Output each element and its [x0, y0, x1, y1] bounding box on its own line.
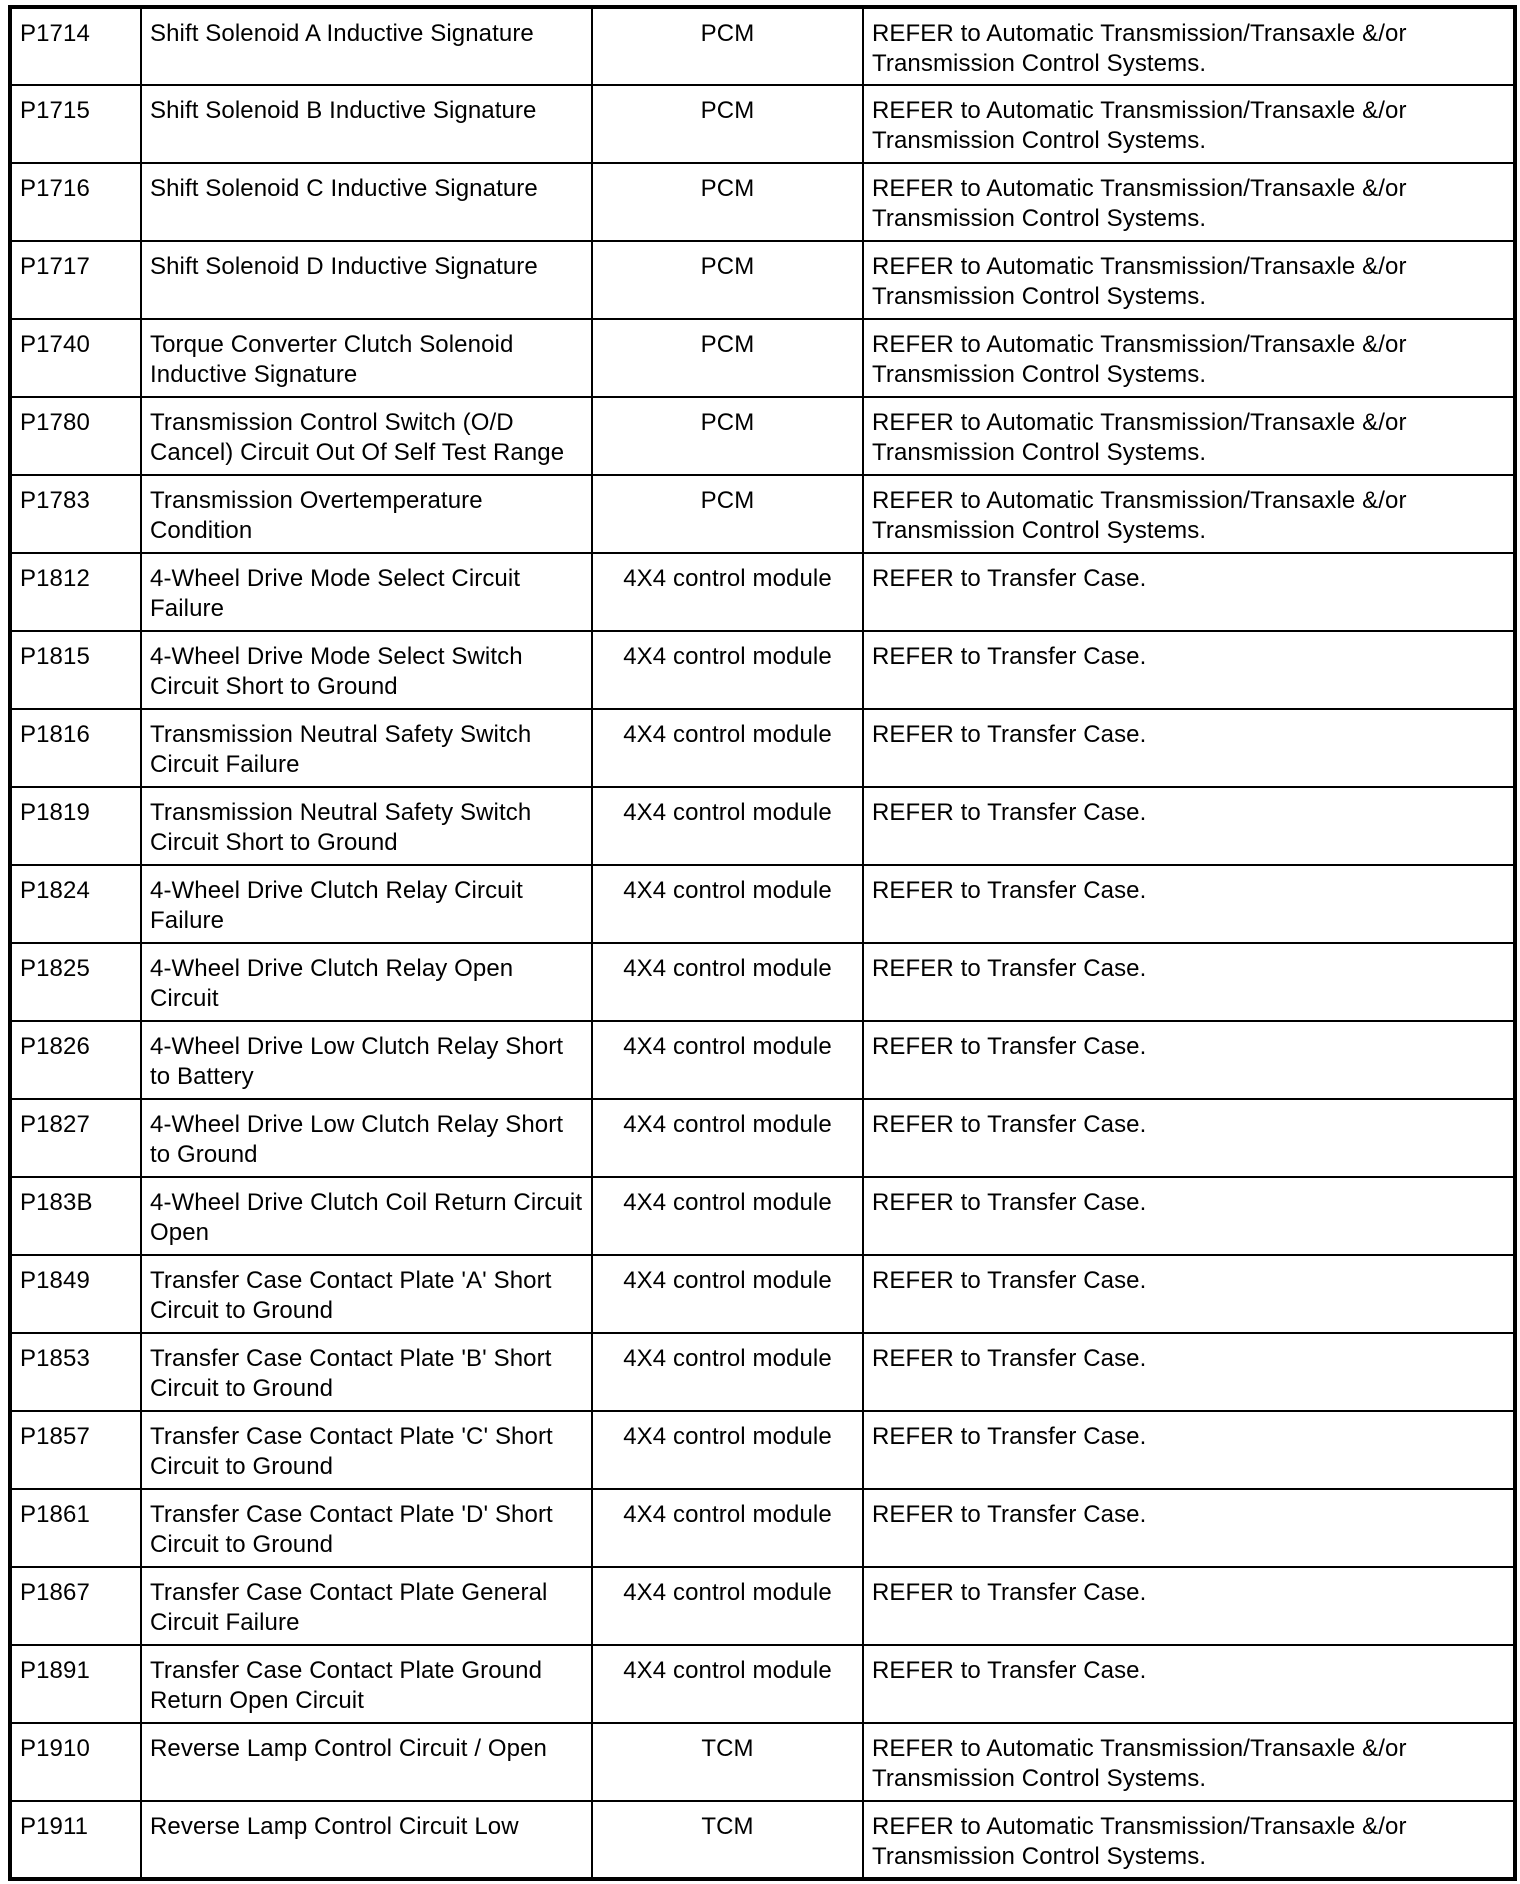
- dtc-code-cell: P1716: [10, 163, 141, 241]
- table-row: [10, 787, 1515, 865]
- dtc-description-cell: 4-Wheel Drive Mode Select Circuit Failure: [141, 553, 592, 631]
- dtc-description-cell: 4-Wheel Drive Clutch Relay Circuit Failure: [141, 865, 592, 943]
- dtc-code-cell: P1867: [10, 1567, 141, 1645]
- dtc-action-cell: REFER to Automatic Transmission/Transaxle &/or Transmission Control Systems.: [863, 475, 1515, 553]
- dtc-module-cell: TCM: [592, 1801, 863, 1879]
- dtc-description-cell: Torque Converter Clutch Solenoid Inductive Signature: [141, 319, 592, 397]
- dtc-action-cell: REFER to Transfer Case.: [863, 1333, 1515, 1411]
- dtc-module-cell: PCM: [592, 319, 863, 397]
- table-row: [10, 865, 1515, 943]
- dtc-code-cell: P1849: [10, 1255, 141, 1333]
- dtc-action-cell: REFER to Automatic Transmission/Transaxle &/or Transmission Control Systems.: [863, 397, 1515, 475]
- dtc-action-cell: REFER to Transfer Case.: [863, 1645, 1515, 1723]
- dtc-action-cell: REFER to Transfer Case.: [863, 1021, 1515, 1099]
- table-row: [10, 241, 1515, 319]
- dtc-action-cell: REFER to Transfer Case.: [863, 1255, 1515, 1333]
- dtc-module-cell: PCM: [592, 475, 863, 553]
- dtc-code-cell: P1816: [10, 709, 141, 787]
- table-row: [10, 1567, 1515, 1645]
- dtc-description-cell: Transfer Case Contact Plate 'D' Short Circuit to Ground: [141, 1489, 592, 1567]
- table-row: [10, 1099, 1515, 1177]
- dtc-module-cell: 4X4 control module: [592, 1255, 863, 1333]
- dtc-action-cell: REFER to Automatic Transmission/Transaxle &/or Transmission Control Systems.: [863, 7, 1515, 85]
- dtc-code-cell: P1783: [10, 475, 141, 553]
- dtc-code-cell: P1714: [10, 7, 141, 85]
- dtc-module-cell: 4X4 control module: [592, 943, 863, 1021]
- dtc-code-cell: P1853: [10, 1333, 141, 1411]
- dtc-table: [8, 5, 1517, 1881]
- dtc-description-cell: Transfer Case Contact Plate 'C' Short Circuit to Ground: [141, 1411, 592, 1489]
- table-row: [10, 475, 1515, 553]
- dtc-module-cell: PCM: [592, 85, 863, 163]
- dtc-description-cell: 4-Wheel Drive Mode Select Switch Circuit Short to Ground: [141, 631, 592, 709]
- dtc-module-cell: 4X4 control module: [592, 1099, 863, 1177]
- dtc-code-cell: P1861: [10, 1489, 141, 1567]
- dtc-description-cell: Reverse Lamp Control Circuit Low: [141, 1801, 592, 1879]
- dtc-code-cell: P1827: [10, 1099, 141, 1177]
- dtc-action-cell: REFER to Transfer Case.: [863, 709, 1515, 787]
- dtc-module-cell: PCM: [592, 397, 863, 475]
- dtc-module-cell: 4X4 control module: [592, 865, 863, 943]
- dtc-code-cell: P183B: [10, 1177, 141, 1255]
- table-row: [10, 553, 1515, 631]
- dtc-description-cell: Transfer Case Contact Plate Ground Return Open Circuit: [141, 1645, 592, 1723]
- dtc-table-page: [8, 5, 1513, 1881]
- dtc-description-cell: 4-Wheel Drive Clutch Coil Return Circuit Open: [141, 1177, 592, 1255]
- dtc-action-cell: REFER to Transfer Case.: [863, 1411, 1515, 1489]
- dtc-action-cell: REFER to Transfer Case.: [863, 1099, 1515, 1177]
- dtc-code-cell: P1717: [10, 241, 141, 319]
- dtc-module-cell: 4X4 control module: [592, 1567, 863, 1645]
- table-row: [10, 397, 1515, 475]
- dtc-action-cell: REFER to Transfer Case.: [863, 1489, 1515, 1567]
- dtc-description-cell: Shift Solenoid B Inductive Signature: [141, 85, 592, 163]
- dtc-description-cell: 4-Wheel Drive Low Clutch Relay Short to Battery: [141, 1021, 592, 1099]
- dtc-module-cell: 4X4 control module: [592, 1021, 863, 1099]
- dtc-action-cell: REFER to Transfer Case.: [863, 1567, 1515, 1645]
- dtc-description-cell: Transfer Case Contact Plate General Circuit Failure: [141, 1567, 592, 1645]
- table-row: [10, 1177, 1515, 1255]
- dtc-description-cell: 4-Wheel Drive Clutch Relay Open Circuit: [141, 943, 592, 1021]
- dtc-code-cell: P1857: [10, 1411, 141, 1489]
- table-row: [10, 943, 1515, 1021]
- table-row: [10, 1489, 1515, 1567]
- table-row: [10, 1255, 1515, 1333]
- dtc-module-cell: PCM: [592, 241, 863, 319]
- dtc-description-cell: Transmission Neutral Safety Switch Circuit Failure: [141, 709, 592, 787]
- dtc-action-cell: REFER to Automatic Transmission/Transaxle &/or Transmission Control Systems.: [863, 319, 1515, 397]
- table-row: [10, 85, 1515, 163]
- dtc-description-cell: Transmission Neutral Safety Switch Circuit Short to Ground: [141, 787, 592, 865]
- dtc-action-cell: REFER to Transfer Case.: [863, 787, 1515, 865]
- dtc-module-cell: 4X4 control module: [592, 709, 863, 787]
- dtc-action-cell: REFER to Automatic Transmission/Transaxle &/or Transmission Control Systems.: [863, 241, 1515, 319]
- dtc-code-cell: P1740: [10, 319, 141, 397]
- dtc-code-cell: P1891: [10, 1645, 141, 1723]
- dtc-description-cell: Transmission Overtemperature Condition: [141, 475, 592, 553]
- dtc-action-cell: REFER to Transfer Case.: [863, 631, 1515, 709]
- dtc-module-cell: 4X4 control module: [592, 631, 863, 709]
- dtc-module-cell: PCM: [592, 7, 863, 85]
- dtc-action-cell: REFER to Transfer Case.: [863, 943, 1515, 1021]
- table-row: [10, 1645, 1515, 1723]
- dtc-action-cell: REFER to Automatic Transmission/Transaxle &/or Transmission Control Systems.: [863, 1723, 1515, 1801]
- dtc-module-cell: 4X4 control module: [592, 1333, 863, 1411]
- dtc-module-cell: 4X4 control module: [592, 1177, 863, 1255]
- dtc-code-cell: P1910: [10, 1723, 141, 1801]
- table-row: [10, 319, 1515, 397]
- dtc-description-cell: Transfer Case Contact Plate 'A' Short Circuit to Ground: [141, 1255, 592, 1333]
- dtc-description-cell: Shift Solenoid A Inductive Signature: [141, 7, 592, 85]
- dtc-code-cell: P1815: [10, 631, 141, 709]
- table-row: [10, 1723, 1515, 1801]
- dtc-code-cell: P1911: [10, 1801, 141, 1879]
- table-row: [10, 1801, 1515, 1879]
- table-row: [10, 709, 1515, 787]
- table-row: [10, 1411, 1515, 1489]
- dtc-description-cell: Shift Solenoid D Inductive Signature: [141, 241, 592, 319]
- dtc-description-cell: Transfer Case Contact Plate 'B' Short Circuit to Ground: [141, 1333, 592, 1411]
- dtc-module-cell: 4X4 control module: [592, 1645, 863, 1723]
- dtc-code-cell: P1819: [10, 787, 141, 865]
- dtc-description-cell: 4-Wheel Drive Low Clutch Relay Short to Ground: [141, 1099, 592, 1177]
- dtc-description-cell: Transmission Control Switch (O/D Cancel) Circuit Out Of Self Test Range: [141, 397, 592, 475]
- dtc-module-cell: PCM: [592, 163, 863, 241]
- dtc-code-cell: P1715: [10, 85, 141, 163]
- dtc-code-cell: P1825: [10, 943, 141, 1021]
- dtc-code-cell: P1824: [10, 865, 141, 943]
- dtc-code-cell: P1826: [10, 1021, 141, 1099]
- dtc-module-cell: 4X4 control module: [592, 787, 863, 865]
- dtc-description-cell: Shift Solenoid C Inductive Signature: [141, 163, 592, 241]
- table-row: [10, 631, 1515, 709]
- table-row: [10, 163, 1515, 241]
- table-row: [10, 1333, 1515, 1411]
- dtc-table-body: [10, 7, 1515, 1879]
- dtc-action-cell: REFER to Transfer Case.: [863, 553, 1515, 631]
- dtc-module-cell: 4X4 control module: [592, 1489, 863, 1567]
- dtc-code-cell: P1812: [10, 553, 141, 631]
- dtc-module-cell: 4X4 control module: [592, 1411, 863, 1489]
- dtc-action-cell: REFER to Automatic Transmission/Transaxle &/or Transmission Control Systems.: [863, 85, 1515, 163]
- dtc-action-cell: REFER to Automatic Transmission/Transaxle &/or Transmission Control Systems.: [863, 1801, 1515, 1879]
- dtc-action-cell: REFER to Transfer Case.: [863, 865, 1515, 943]
- table-row: [10, 7, 1515, 85]
- dtc-module-cell: 4X4 control module: [592, 553, 863, 631]
- dtc-code-cell: P1780: [10, 397, 141, 475]
- dtc-module-cell: TCM: [592, 1723, 863, 1801]
- dtc-description-cell: Reverse Lamp Control Circuit / Open: [141, 1723, 592, 1801]
- dtc-action-cell: REFER to Transfer Case.: [863, 1177, 1515, 1255]
- table-row: [10, 1021, 1515, 1099]
- dtc-action-cell: REFER to Automatic Transmission/Transaxle &/or Transmission Control Systems.: [863, 163, 1515, 241]
